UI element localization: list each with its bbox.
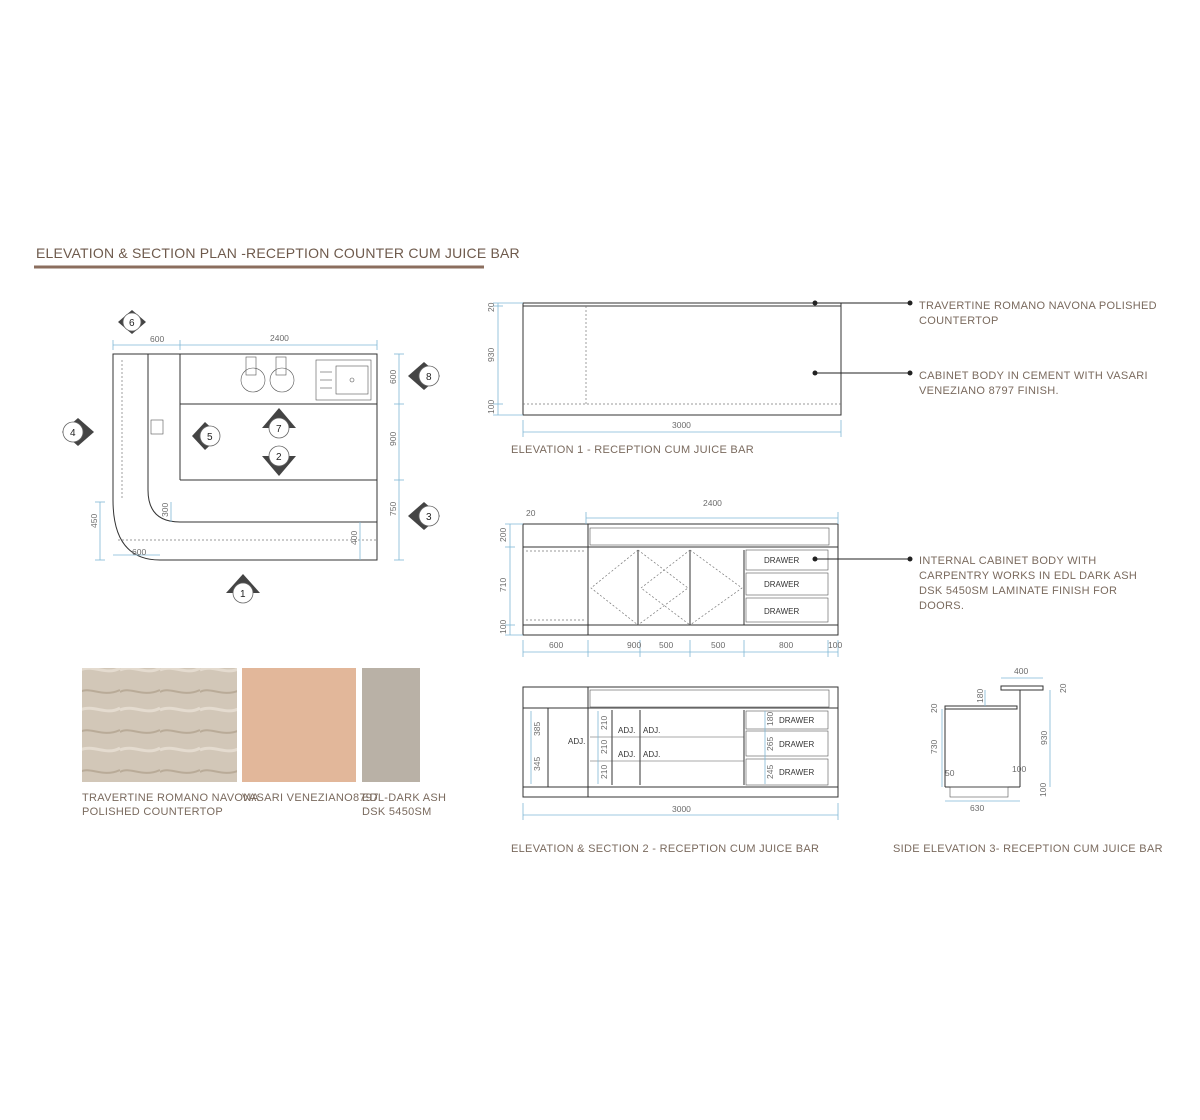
bin-icon — [151, 420, 163, 434]
dim-label: 210 — [599, 764, 609, 779]
view-marker-7 — [262, 408, 296, 438]
view-marker-4 — [62, 418, 94, 446]
dim-label: 180 — [975, 688, 985, 703]
adj-shelf-label: ADJ. — [618, 726, 636, 735]
dim-label: 20 — [1058, 683, 1068, 693]
drawer-label: DRAWER — [779, 716, 815, 725]
view-marker-2 — [262, 446, 296, 476]
dim-label: 600 — [150, 334, 165, 344]
swatch-label: VASARI VENEZIANO8797 — [242, 792, 379, 804]
swatch-label: POLISHED COUNTERTOP — [82, 806, 223, 818]
dim-label: 450 — [89, 513, 99, 528]
view-marker-3 — [408, 502, 440, 530]
note-internal-cabinet: DSK 5450SM LAMINATE FINISH FOR — [919, 585, 1118, 597]
dim-label: 100 — [498, 619, 508, 634]
drawer-label: DRAWER — [779, 768, 815, 777]
dim-label: 20 — [526, 508, 536, 518]
swatch-travertine — [82, 668, 237, 782]
dim-label: 750 — [388, 501, 398, 516]
dim-label: 20 — [929, 703, 939, 713]
dim-label: 100 — [486, 399, 496, 414]
dim-label: 600 — [549, 640, 564, 650]
dim-label: 20 — [486, 302, 496, 312]
dim-label: 345 — [532, 756, 542, 771]
dim-label: 50 — [945, 768, 955, 778]
dim-label: 100 — [1038, 782, 1048, 797]
drawer-label: DRAWER — [764, 556, 800, 565]
plan-outline — [113, 354, 377, 560]
dim-label: 500 — [659, 640, 674, 650]
elevation-3 — [893, 666, 1163, 855]
dim-label: 600 — [388, 369, 398, 384]
swatch-label: EDL-DARK ASH — [362, 792, 447, 804]
drawer-label: DRAWER — [764, 607, 800, 616]
view-marker-5 — [192, 422, 220, 450]
note-cabinet-body: VENEZIANO 8797 FINISH. — [919, 385, 1059, 397]
dim-label: 265 — [765, 736, 775, 751]
svg-text:3: 3 — [426, 512, 432, 523]
svg-text:8: 8 — [426, 372, 432, 383]
view-marker-1 — [226, 574, 260, 603]
note-internal-cabinet: CARPENTRY WORKS IN EDL DARK ASH — [919, 570, 1138, 582]
elevation-2-caption: ELEVATION & SECTION 2 - RECEPTION CUM JUICE BAR — [511, 843, 820, 855]
juicer-icon — [270, 368, 294, 392]
dim-label: 200 — [498, 527, 508, 542]
dim-label: 930 — [1039, 730, 1049, 745]
adj-shelf-label: ADJ. — [643, 750, 661, 759]
swatch-edl — [362, 668, 420, 782]
swatch-label: TRAVERTINE ROMANO NAVONA — [82, 792, 260, 804]
drawer-label: DRAWER — [779, 740, 815, 749]
note-countertop: TRAVERTINE ROMANO NAVONA POLISHED — [919, 300, 1157, 312]
dim-label: 3000 — [672, 420, 691, 430]
dim-label: 300 — [160, 502, 170, 517]
dim-label: 800 — [779, 640, 794, 650]
dim-label: 900 — [388, 431, 398, 446]
svg-text:7: 7 — [276, 424, 282, 435]
adj-shelf-label: ADJ. — [643, 726, 661, 735]
dim-label: 600 — [132, 547, 147, 557]
dim-label: 400 — [1014, 666, 1029, 676]
note-cabinet-body: CABINET BODY IN CEMENT WITH VASARI — [919, 370, 1148, 382]
view-marker-6 — [118, 310, 146, 334]
dim-label: 730 — [929, 739, 939, 754]
dim-label: 385 — [532, 721, 542, 736]
elevation-1 — [486, 300, 1157, 456]
dim-label: 210 — [599, 739, 609, 754]
section-plan — [62, 310, 440, 603]
dim-label: 245 — [765, 764, 775, 779]
note-internal-cabinet: DOORS. — [919, 600, 965, 612]
plan-counter-inner — [148, 354, 377, 522]
elevation-internal — [498, 498, 1137, 657]
dim-label: 2400 — [703, 498, 722, 508]
svg-text:1: 1 — [240, 589, 246, 600]
juicer-icon — [241, 368, 265, 392]
dim-label: 400 — [349, 530, 359, 545]
view-marker-8 — [408, 362, 440, 390]
dim-label: 2400 — [270, 333, 289, 343]
svg-text:2: 2 — [276, 452, 282, 463]
svg-text:4: 4 — [70, 428, 76, 439]
adj-shelf-label: ADJ. — [618, 750, 636, 759]
dim-label: 900 — [627, 640, 642, 650]
dim-label: 100 — [1012, 764, 1027, 774]
svg-text:6: 6 — [129, 318, 135, 329]
elevation-1-caption: ELEVATION 1 - RECEPTION CUM JUICE BAR — [511, 444, 754, 456]
dim-label: 710 — [498, 577, 508, 592]
dim-label: 630 — [970, 803, 985, 813]
note-countertop: COUNTERTOP — [919, 315, 999, 327]
material-swatches — [82, 668, 446, 818]
dim-label: 500 — [711, 640, 726, 650]
elevation-2 — [511, 687, 838, 855]
swatch-label: DSK 5450SM — [362, 806, 432, 818]
dim-label: 100 — [828, 640, 843, 650]
dim-label: 180 — [765, 711, 775, 726]
dim-label: 3000 — [672, 804, 691, 814]
adj-shelf-label: ADJ. — [568, 737, 586, 746]
svg-text:5: 5 — [207, 432, 213, 443]
dim-label: 210 — [599, 715, 609, 730]
note-internal-cabinet: INTERNAL CABINET BODY WITH — [919, 555, 1097, 567]
swatch-vasari — [242, 668, 356, 782]
elevation-3-caption: SIDE ELEVATION 3- RECEPTION CUM JUICE BAR — [893, 843, 1163, 855]
dim-label: 930 — [486, 347, 496, 362]
drawer-label: DRAWER — [764, 580, 800, 589]
page-title: ELEVATION & SECTION PLAN -RECEPTION COUNTER CUM JUICE BAR — [36, 245, 520, 261]
